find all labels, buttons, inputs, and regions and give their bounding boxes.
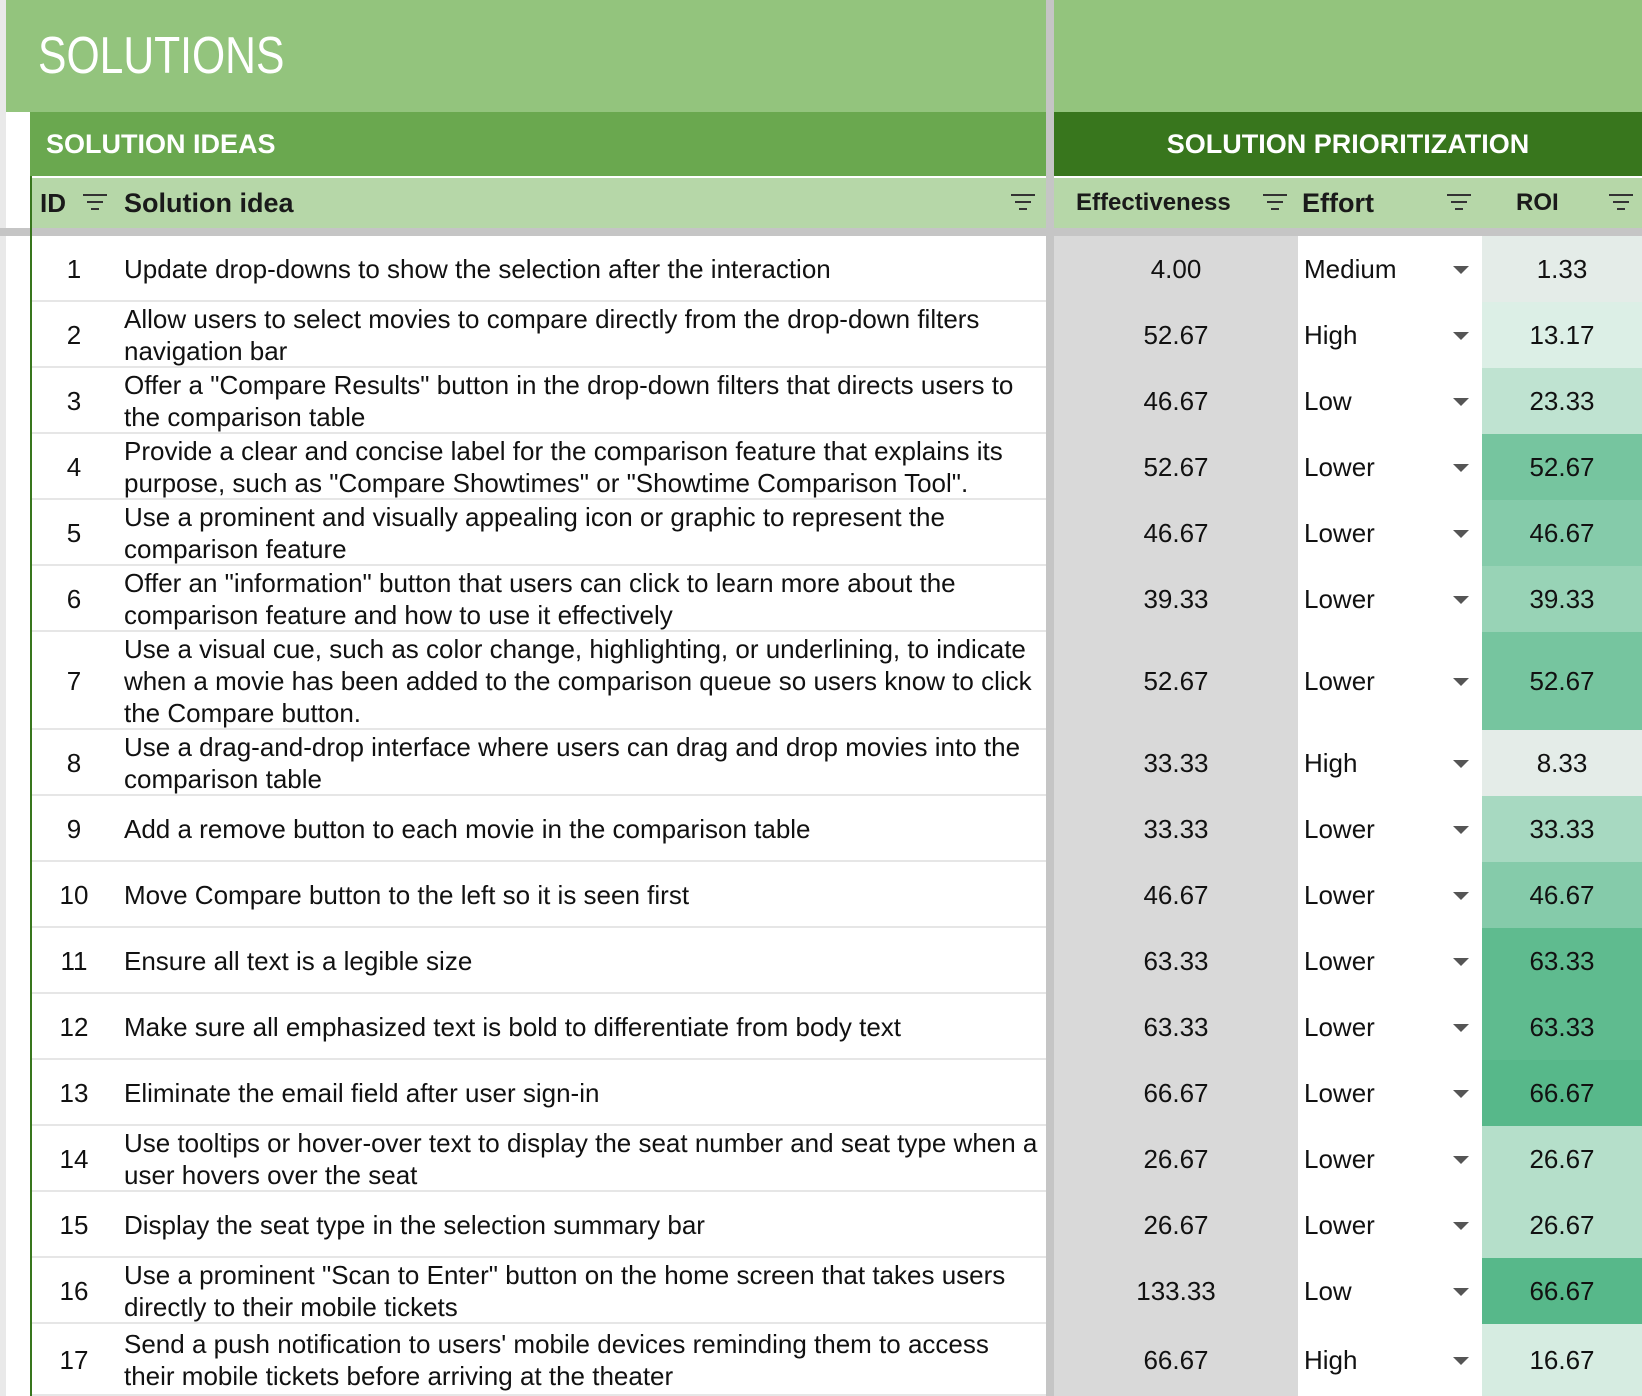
table-row [0,928,1642,994]
effectiveness-cell[interactable]: 46.67 [1054,368,1298,434]
effort-dropdown[interactable]: Lower [1298,796,1482,862]
dropdown-arrow-icon[interactable] [1453,958,1469,966]
effort-dropdown[interactable]: Lower [1298,1060,1482,1126]
dropdown-arrow-icon[interactable] [1453,464,1469,472]
solution-idea-cell[interactable]: Ensure all text is a legible size [124,946,473,976]
effort-dropdown[interactable]: Lower [1298,862,1482,928]
filter-icon[interactable] [1446,194,1472,212]
roi-cell[interactable]: 63.33 [1482,928,1642,994]
solution-idea-cell[interactable]: Use a drag-and-drop interface where users can drag and drop movies into the comparison table [124,732,1021,794]
solution-idea-cell[interactable]: Use a prominent and visually appealing icon or graphic to represent the comparison feature [124,502,945,564]
roi-cell[interactable]: 52.67 [1482,434,1642,500]
effectiveness-cell[interactable]: 39.33 [1054,566,1298,632]
roi-cell[interactable]: 26.67 [1482,1192,1642,1258]
dropdown-arrow-icon[interactable] [1453,1156,1469,1164]
effectiveness-cell[interactable]: 133.33 [1054,1258,1298,1324]
table-row [0,500,1642,566]
row-id[interactable]: 16 [59,1275,89,1306]
solution-idea-cell[interactable]: Offer an "information" button that users can click to learn more about the comparison feature and how to use it effectively [124,568,956,630]
table-row [0,434,1642,500]
effectiveness-cell[interactable]: 4.00 [1054,236,1298,302]
column-header-effort[interactable]: Effort [1302,187,1374,218]
table-row [0,566,1642,632]
effort-dropdown[interactable]: High [1298,1324,1482,1396]
row-id[interactable]: 10 [59,879,89,910]
solution-idea-cell[interactable]: Display the seat type in the selection summary bar [124,1210,705,1240]
table-row [0,1324,1642,1396]
solution-idea-cell[interactable]: Make sure all emphasized text is bold to differentiate from body text [124,1012,902,1042]
row-id[interactable]: 13 [59,1077,89,1108]
table-row [0,632,1642,730]
frozen-row-divider[interactable] [0,228,1642,236]
table-row [0,1126,1642,1192]
solution-idea-cell[interactable]: Use tooltips or hover-over text to display the seat number and seat type when a user hovers over the seat [124,1128,1038,1190]
table-row [0,1258,1642,1324]
dropdown-arrow-icon[interactable] [1453,892,1469,900]
row-id[interactable]: 9 [66,813,82,844]
effort-dropdown[interactable]: Lower [1298,566,1482,632]
effort-dropdown[interactable]: Lower [1298,1192,1482,1258]
filter-icon[interactable] [1262,194,1288,212]
effectiveness-cell[interactable]: 66.67 [1054,1060,1298,1126]
solution-idea-cell[interactable]: Eliminate the email field after user sign-in [124,1078,600,1108]
roi-cell[interactable]: 33.33 [1482,796,1642,862]
roi-cell[interactable]: 13.17 [1482,302,1642,368]
dropdown-arrow-icon[interactable] [1453,1357,1469,1365]
roi-cell[interactable]: 66.67 [1482,1060,1642,1126]
roi-cell[interactable]: 46.67 [1482,862,1642,928]
solution-idea-cell[interactable]: Offer a "Compare Results" button in the drop-down filters that directs users to the comparison table [124,370,1014,432]
roi-cell[interactable]: 52.67 [1482,632,1642,730]
effectiveness-cell[interactable]: 52.67 [1054,434,1298,500]
roi-cell[interactable]: 66.67 [1482,1258,1642,1324]
row-id[interactable]: 5 [66,517,82,548]
effectiveness-cell[interactable]: 26.67 [1054,1126,1298,1192]
solution-idea-cell[interactable]: Use a visual cue, such as color change, highlighting, or underlining, to indicate when a movie has been added to the comparison queue so users know to click the Compare button. [124,634,1032,728]
effectiveness-cell[interactable]: 66.67 [1054,1324,1298,1396]
effort-dropdown[interactable]: Low [1298,1258,1482,1324]
effort-dropdown[interactable]: High [1298,730,1482,796]
column-header-solution-idea[interactable]: Solution idea [124,187,294,218]
row-id[interactable]: 6 [66,583,82,614]
table-left-border [30,176,32,1396]
prioritization-banner [1054,0,1642,112]
table-row [0,368,1642,434]
row-id[interactable]: 7 [66,665,82,696]
effectiveness-cell[interactable]: 33.33 [1054,796,1298,862]
dropdown-arrow-icon[interactable] [1453,596,1469,604]
solution-idea-cell[interactable]: Allow users to select movies to compare directly from the drop-down filters navigation bar [124,304,980,366]
table-row [0,1060,1642,1126]
roi-cell[interactable]: 63.33 [1482,994,1642,1060]
effectiveness-cell[interactable]: 63.33 [1054,928,1298,994]
row-id[interactable]: 17 [59,1344,89,1375]
effectiveness-cell[interactable]: 63.33 [1054,994,1298,1060]
filter-icon[interactable] [1010,194,1036,212]
solution-ideas-header: SOLUTION IDEAS [30,112,1046,176]
effort-dropdown[interactable]: Lower [1298,1126,1482,1192]
effort-dropdown[interactable]: Lower [1298,928,1482,994]
filter-icon[interactable] [1608,194,1634,212]
effectiveness-cell[interactable]: 52.67 [1054,632,1298,730]
roi-cell[interactable]: 16.67 [1482,1324,1642,1396]
table-row [0,302,1642,368]
solution-prioritization-header: SOLUTION PRIORITIZATION [1054,112,1642,176]
table-row [0,796,1642,862]
dropdown-arrow-icon[interactable] [1453,678,1469,686]
effectiveness-cell[interactable]: 26.67 [1054,1192,1298,1258]
roi-cell[interactable]: 46.67 [1482,500,1642,566]
column-header-id[interactable]: ID [40,187,66,218]
effectiveness-cell[interactable]: 33.33 [1054,730,1298,796]
solution-idea-cell[interactable]: Add a remove button to each movie in the comparison table [124,814,811,844]
dropdown-arrow-icon[interactable] [1453,1090,1469,1098]
row-id[interactable]: 14 [59,1143,89,1174]
column-header-effectiveness[interactable]: Effectiveness [1076,189,1231,216]
solution-idea-cell[interactable]: Move Compare button to the left so it is seen first [124,880,690,910]
row-id[interactable]: 8 [66,747,82,778]
effort-dropdown[interactable]: Lower [1298,632,1482,730]
row-id[interactable]: 15 [59,1209,89,1240]
effort-dropdown[interactable]: Medium [1298,236,1482,302]
table-row [0,862,1642,928]
effectiveness-cell[interactable]: 46.67 [1054,500,1298,566]
solution-idea-cell[interactable]: Send a push notification to users' mobile devices reminding them to access their mobile tickets before arriving at the theater [124,1329,989,1391]
dropdown-arrow-icon[interactable] [1453,1288,1469,1296]
roi-cell[interactable]: 23.33 [1482,368,1642,434]
dropdown-arrow-icon[interactable] [1453,398,1469,406]
roi-cell[interactable]: 1.33 [1482,236,1642,302]
row-id[interactable]: 2 [66,319,82,350]
row-id[interactable]: 12 [59,1011,89,1042]
effort-dropdown[interactable]: High [1298,302,1482,368]
dropdown-arrow-icon[interactable] [1453,1024,1469,1032]
dropdown-arrow-icon[interactable] [1453,530,1469,538]
roi-cell[interactable]: 39.33 [1482,566,1642,632]
dropdown-arrow-icon[interactable] [1453,332,1469,340]
effort-dropdown[interactable]: Lower [1298,500,1482,566]
row-id[interactable]: 4 [66,451,82,482]
page-title: SOLUTIONS [38,27,285,85]
row-id[interactable]: 11 [60,945,88,976]
table-row [0,1192,1642,1258]
table-row [0,994,1642,1060]
effort-dropdown[interactable]: Low [1298,368,1482,434]
table-row [0,236,1642,302]
solution-idea-cell[interactable]: Provide a clear and concise label for the comparison feature that explains its purpose, such as "Compare Showtimes" or "Showtime Comparison Tool". [124,436,1003,498]
solution-idea-cell[interactable]: Update drop-downs to show the selection after the interaction [124,254,831,284]
column-header-roi[interactable]: ROI [1516,189,1559,216]
table-row [0,730,1642,796]
solution-idea-cell[interactable]: Use a prominent "Scan to Enter" button on the home screen that takes users directly to their mobile tickets [124,1260,1006,1322]
effort-dropdown[interactable]: Lower [1298,994,1482,1060]
roi-cell[interactable]: 26.67 [1482,1126,1642,1192]
dropdown-arrow-icon[interactable] [1453,1222,1469,1230]
effectiveness-cell[interactable]: 52.67 [1054,302,1298,368]
row-id[interactable]: 3 [66,385,82,416]
roi-cell[interactable]: 8.33 [1482,730,1642,796]
row-id[interactable]: 1 [66,253,82,284]
dropdown-arrow-icon[interactable] [1453,760,1469,768]
effectiveness-cell[interactable]: 46.67 [1054,862,1298,928]
dropdown-arrow-icon[interactable] [1453,826,1469,834]
filter-icon[interactable] [82,194,108,212]
dropdown-arrow-icon[interactable] [1453,266,1469,274]
effort-dropdown[interactable]: Lower [1298,434,1482,500]
